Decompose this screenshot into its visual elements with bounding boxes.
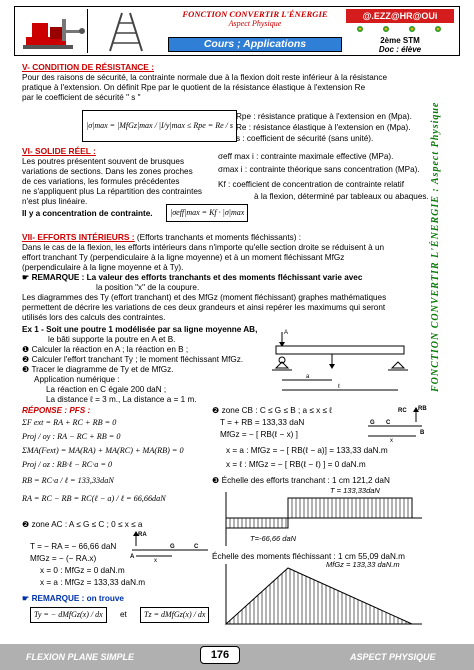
exercise-q3: ❸ Tracer le diagramme de Ty et de MfGz. — [22, 365, 174, 374]
section6-r1: σeff max i : contrainte maximale effective (MPa). — [218, 152, 394, 161]
svg-text:B: B — [420, 430, 425, 436]
logo-vise — [18, 9, 88, 53]
answer-siAC1: x = 0 : MfGz = 0 daN.m — [40, 566, 125, 575]
header-subtitle: Aspect Physique — [228, 19, 282, 28]
answer-siCB1: x = a : MfGz = − [ RB(ℓ − a)] = 133,33 daN.m — [226, 446, 388, 455]
exercise-q2: ❷ Calculer l'effort tranchant Ty ; le moment fléchissant MfGz. — [22, 355, 244, 364]
section7-title-tail: (Efforts tranchants et moments fléchissants) : — [134, 233, 302, 242]
rel-et: et — [120, 610, 127, 619]
answer-scaleM: Échelle des moments fléchissant : 1 cm 55,09 daN.m — [212, 552, 405, 561]
svg-text:G: G — [170, 544, 175, 550]
section6-l3: de ces variations, les formules précédentes — [22, 177, 180, 186]
page-number: 176 — [200, 646, 240, 664]
side-banner: FONCTION CONVERTIR L'ÉNERGIE : Aspect Physique — [430, 101, 441, 392]
answer-e2: Proj / oy : RA − RC + RB = 0 — [22, 432, 121, 441]
section7-l1: Dans le cas de la flexion, les efforts intérieurs dans n'importe qu'elle section droite se réduisent à un — [22, 243, 385, 252]
rel2-formula: Tz = dMfGz(x) / dx — [140, 607, 209, 623]
beam-diagram — [262, 324, 422, 400]
answer-e4: Proj / oz : RB·ℓ − RC·a = 0 — [22, 460, 113, 469]
section6-l5: n'est plus linéaire. — [22, 197, 88, 206]
section7-l5: permettent de décrire les variations de ces deux grandeurs et ainsi repérer les maximums qui seront — [22, 303, 386, 312]
answer-siCB2: x = ℓ : MfGz = − [ RB(ℓ − ℓ) ] = 0 daN.m — [226, 460, 366, 469]
exercise-q1: ❶ Calculer la réaction en A ; la réaction en B ; — [22, 345, 189, 354]
svg-text:C: C — [194, 544, 199, 550]
answer-e5: RB = RC·a / ℓ = 133,33daN — [22, 476, 114, 485]
moment-max-label: MfGz = 133,33 daN.m — [326, 560, 400, 569]
section7-l4: Les diagrammes des Ty (effort tranchant) et des MfGz (moment fléchissant) graphes mathématiques — [22, 293, 387, 302]
exercise-t2: le bâti supporte la poutre en A et B. — [48, 335, 176, 344]
svg-text:RB: RB — [418, 406, 427, 412]
section5-formula: |σ|max = |MfGz|max / |I/y|max ≤ Rpe = Re / s — [82, 110, 237, 142]
brand-box — [346, 9, 454, 23]
section7-l2: effort tranchant Ty (perpendiculaire à la ligne moyenne) et à un moment fléchissant MfGz — [22, 253, 345, 262]
answer-e6: RA = RC − RB = RC(ℓ − a) / ℓ = 66,66daN — [22, 494, 166, 503]
rel1-formula: Ty = − dMfGz(x) / dx — [30, 607, 107, 623]
svg-text:C: C — [386, 420, 391, 426]
flowers-icon — [348, 23, 456, 35]
answer-scaleT: ❸ Échelle des efforts tranchant : 1 cm 121,2 daN — [212, 476, 390, 485]
logo-ladder — [92, 9, 164, 53]
section7-title-line — [22, 232, 301, 243]
exercise-d1: La réaction en C égale 200 daN ; — [46, 385, 167, 394]
svg-text:a: a — [306, 374, 310, 380]
section6-r3: Kf : coefficient de concentration de contrainte relatif — [218, 180, 404, 189]
class-level: 2ème STM — [380, 36, 420, 45]
footer-right: ASPECT PHYSIQUE — [350, 652, 436, 662]
exercise-app: Application numérique : — [34, 375, 120, 384]
exercise-title: Ex 1 - Soit une poutre 1 modélisée par sa ligne moyenne AB, — [22, 325, 258, 334]
footer-left: FLEXION PLANE SIMPLE — [26, 652, 135, 662]
class-level-box — [346, 36, 454, 54]
section7-remark2: la position "x" de la coupure. — [96, 283, 200, 292]
section7-l6: utilisés lors des calculs des contraintes. — [22, 313, 166, 322]
section5-p3: par le coefficient de sécurité " s " — [22, 93, 141, 102]
zoneAC-diagram — [128, 528, 214, 562]
svg-text:ℓ: ℓ — [338, 384, 340, 390]
section5-p1: Pour des raisons de sécurité, la contrainte normale due à la flexion doit reste inférieur à la résistance — [22, 73, 387, 82]
answer-title: RÉPONSE : PFS : — [22, 406, 91, 415]
answer-tAC: T = − RA = − 66,66 daN — [30, 542, 117, 551]
section5-title: V- CONDITION DE RÉSISTANCE : — [22, 62, 154, 72]
section5-def2: Re : résistance élastique à l'extension en (Mpa). — [236, 123, 411, 132]
brand-label: @.EZZ@HR@OUi — [362, 11, 438, 21]
section6-formula: |σeff|max = Kf · |σ|max — [166, 204, 248, 222]
shear-pos-label: T = 133,33daN — [330, 486, 380, 495]
answer-zoneAC: ❷ zone AC : A ≤ G ≤ C ; 0 ≤ x ≤ a — [22, 520, 143, 529]
svg-text:G: G — [370, 420, 375, 426]
exercise-d2: La distance ℓ = 3 m., La distance a = 1 m. — [46, 395, 197, 404]
answer-zoneCB: ❷ zone CB : C ≤ G ≤ B ; a ≤ x ≤ ℓ — [212, 406, 332, 415]
section7-remark: ☛ REMARQUE : La valeur des efforts tranchants et des moments fléchissant varie avec — [22, 273, 363, 282]
header-title: FONCTION CONVERTIR L'ÉNERGIE — [182, 9, 328, 19]
svg-text:A: A — [130, 554, 135, 560]
svg-text:RA: RA — [138, 532, 147, 538]
answer-remark3: ☛ REMARQUE : on trouve — [22, 594, 124, 603]
section5-def3: s : coefficient de sécurité (sans unité). — [236, 134, 374, 143]
moment-diagram — [212, 562, 430, 632]
answer-tCB: T = + RB = 133,33 daN — [220, 418, 305, 427]
answer-mCB: MfGz = − [ RB(ℓ − x) ] — [220, 430, 298, 439]
shear-neg-label: T=-66,66 daN — [250, 534, 297, 543]
svg-text:x: x — [154, 558, 157, 562]
svg-text:RC: RC — [398, 408, 407, 414]
answer-siAC2: x = a : MfGz = 133,33 daN.m — [40, 578, 146, 587]
shear-diagram — [212, 488, 430, 550]
header-tab — [168, 37, 342, 52]
section6-r2: σmax i : contrainte théorique sans concentration (MPa). — [218, 165, 420, 174]
section6-l6: Il y a concentration de contrainte. — [22, 209, 153, 218]
svg-text:x: x — [390, 438, 393, 442]
answer-e1: ΣF ext = RA + RC + RB = 0 — [22, 418, 117, 427]
header-title-box — [168, 9, 342, 35]
section7-title: VII- EFFORTS INTÉRIEURS : — [22, 232, 135, 242]
section5-p2: pratique à l'extension. On définit Rpe par le quotient de la résistance élastique à l'extension Re — [22, 83, 366, 92]
answer-e3: ΣMA(Fext) = MA(RA) + MA(RC) + MA(RB) = 0 — [22, 446, 184, 455]
section6-l2: variations de sections. Dans les zones proches — [22, 167, 193, 176]
shear-neg-block — [226, 518, 288, 528]
section6-l4: ne s'appliquent plus La répartition des contraintes — [22, 187, 202, 196]
doc-type: Doc : élève — [378, 45, 422, 54]
shear-pos-block — [288, 498, 412, 518]
section6-title: VI- SOLIDE RÉEL : — [22, 146, 96, 156]
section6-r4: à la flexion, déterminé par tableaux ou abaques. — [254, 192, 429, 201]
zoneCB-diagram — [358, 402, 428, 442]
section5-def1: Rpe : résistance pratique à l'extension en (Mpa). — [236, 112, 412, 121]
svg-text:A: A — [284, 330, 289, 336]
section6-l1: Les poutres présentent souvent de brusques — [22, 157, 185, 166]
section7-l3: (perpendiculaire à la ligne moyenne et à Ty). — [22, 263, 184, 272]
header-tab-label: Cours ; Applications — [203, 38, 307, 50]
answer-mAC: MfGz = − (− RA.x) — [30, 554, 97, 563]
